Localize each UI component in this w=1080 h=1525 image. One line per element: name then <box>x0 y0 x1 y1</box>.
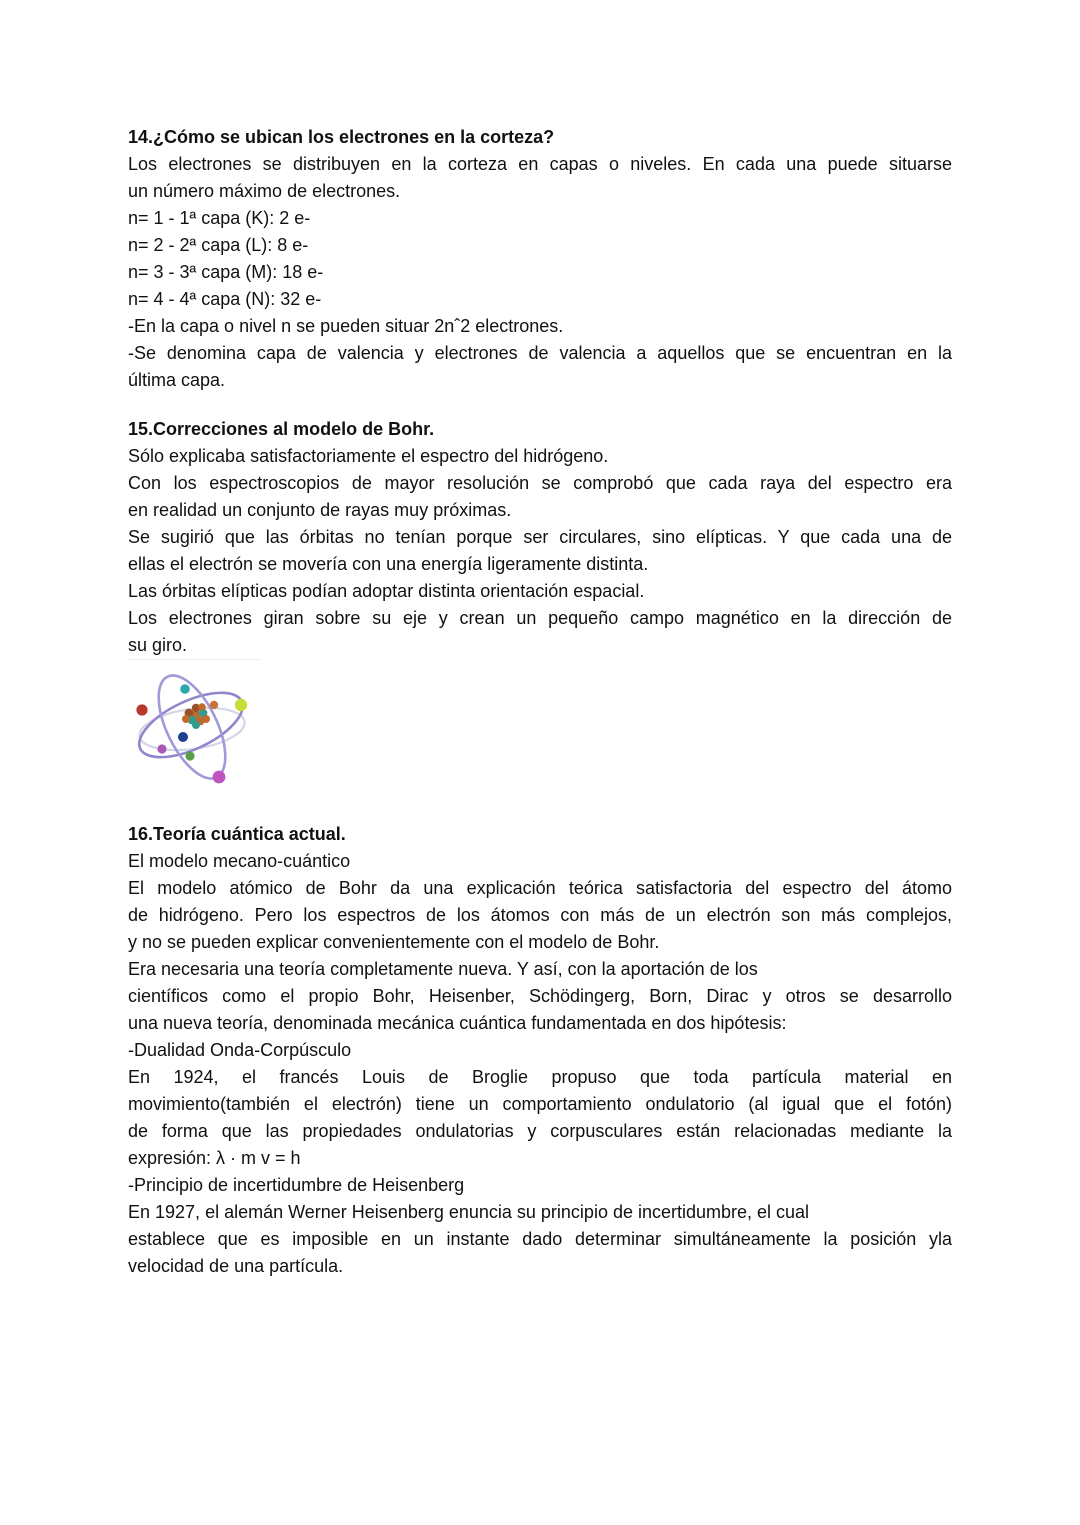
text-line: su giro. <box>128 635 188 655</box>
electron-dot-orange <box>210 701 218 709</box>
text-line: movimiento(también el electrón) tiene un comportamiento ondulatorio (al igual que el fotón) <box>128 1094 952 1114</box>
text-line: n= 2 - 2ª capa (L): 8 e- <box>128 235 309 255</box>
atom-figure <box>128 659 260 799</box>
section-heading-15: 15.Correcciones al modelo de Bohr. <box>128 419 435 439</box>
nucleon <box>202 715 210 723</box>
text-line: n= 1 - 1ª capa (K): 2 e- <box>128 208 311 228</box>
text-line: velocidad de una partícula. <box>128 1256 344 1276</box>
orbit-ellipse-vertical <box>145 666 239 789</box>
nucleon <box>182 715 190 723</box>
text-line: En 1924, el francés Louis de Broglie propuso que toda partícula material en <box>128 1067 952 1087</box>
text-line: -En la capa o nivel n se pueden situar 2nˆ2 electrones. <box>128 316 564 336</box>
text-line: expresión: λ · m v = h <box>128 1148 301 1168</box>
text-line: en realidad un conjunto de rayas muy próximas. <box>128 500 512 520</box>
text-line: n= 3 - 3ª capa (M): 18 e- <box>128 262 324 282</box>
text-line: de hidrógeno. Pero los espectros de los átomos con más de un electrón son más complejos, <box>128 905 952 925</box>
text-line: Las órbitas elípticas podían adoptar distinta orientación espacial. <box>128 581 645 601</box>
text-line: y no se pueden explicar convenientemente con el modelo de Bohr. <box>128 932 660 952</box>
text-line: -Principio de incertidumbre de Heisenberg <box>128 1175 465 1195</box>
electron-dot-violet <box>157 744 166 753</box>
text-line: El modelo atómico de Bohr da una explicación teórica satisfactoria del espectro del átomo <box>128 878 952 898</box>
section-heading-14: 14.¿Cómo se ubican los electrones en la corteza? <box>128 127 555 147</box>
text-line: Los electrones giran sobre su eje y crean un pequeño campo magnético en la dirección de <box>128 608 952 628</box>
text-line: Sólo explicaba satisfactoriamente el espectro del hidrógeno. <box>128 446 609 466</box>
text-line: En 1927, el alemán Werner Heisenberg enuncia su principio de incertidumbre, el cual <box>128 1202 810 1222</box>
text-line: Con los espectroscopios de mayor resolución se comprobó que cada raya del espectro era <box>128 473 952 493</box>
section-16 <box>128 821 952 1280</box>
electron-dot-teal <box>180 684 190 694</box>
text-line: -Dualidad Onda-Corpúsculo <box>128 1040 352 1060</box>
electron-dot-yellow <box>235 699 247 711</box>
text-line: Era necesaria una teoría completamente nueva. Y así, con la aportación de los <box>128 959 758 979</box>
text-line: n= 4 - 4ª capa (N): 32 e- <box>128 289 322 309</box>
text-line: de forma que las propiedades ondulatorias y corpusculares están relacionadas mediante la <box>128 1121 952 1141</box>
atom-model-image <box>128 663 258 791</box>
electron-dot-green <box>185 751 194 760</box>
text-line: El modelo mecano-cuántico <box>128 851 351 871</box>
text-line: última capa. <box>128 370 226 390</box>
document-content <box>128 124 952 1280</box>
electron-dot-red <box>136 704 147 715</box>
text-line: un número máximo de electrones. <box>128 181 401 201</box>
text-line: científicos como el propio Bohr, Heisenber, Schödingerg, Born, Dirac y otros se desarrollo <box>128 986 952 1006</box>
text-line: Se sugirió que las órbitas no tenían porque ser circulares, sino elípticas. Y que cada una de <box>128 527 952 547</box>
electron-dot-blue <box>178 732 188 742</box>
section-heading-16: 16.Teoría cuántica actual. <box>128 824 346 844</box>
electron-dot-magenta <box>213 771 226 784</box>
text-line: ellas el electrón se movería con una energía ligeramente distinta. <box>128 554 649 574</box>
text-line: una nueva teoría, denominada mecánica cuántica fundamentada en dos hipótesis: <box>128 1013 787 1033</box>
nucleon <box>198 703 206 711</box>
nucleon <box>192 721 200 729</box>
text-line: -Se denomina capa de valencia y electrones de valencia a aquellos que se encuentran en la <box>128 343 952 363</box>
section-15 <box>128 416 952 659</box>
section-14 <box>128 124 952 394</box>
text-line: establece que es imposible en un instante dado determinar simultáneamente la posición yla <box>128 1229 952 1249</box>
text-line: Los electrones se distribuyen en la corteza en capas o niveles. En cada una puede situarse <box>128 154 952 174</box>
